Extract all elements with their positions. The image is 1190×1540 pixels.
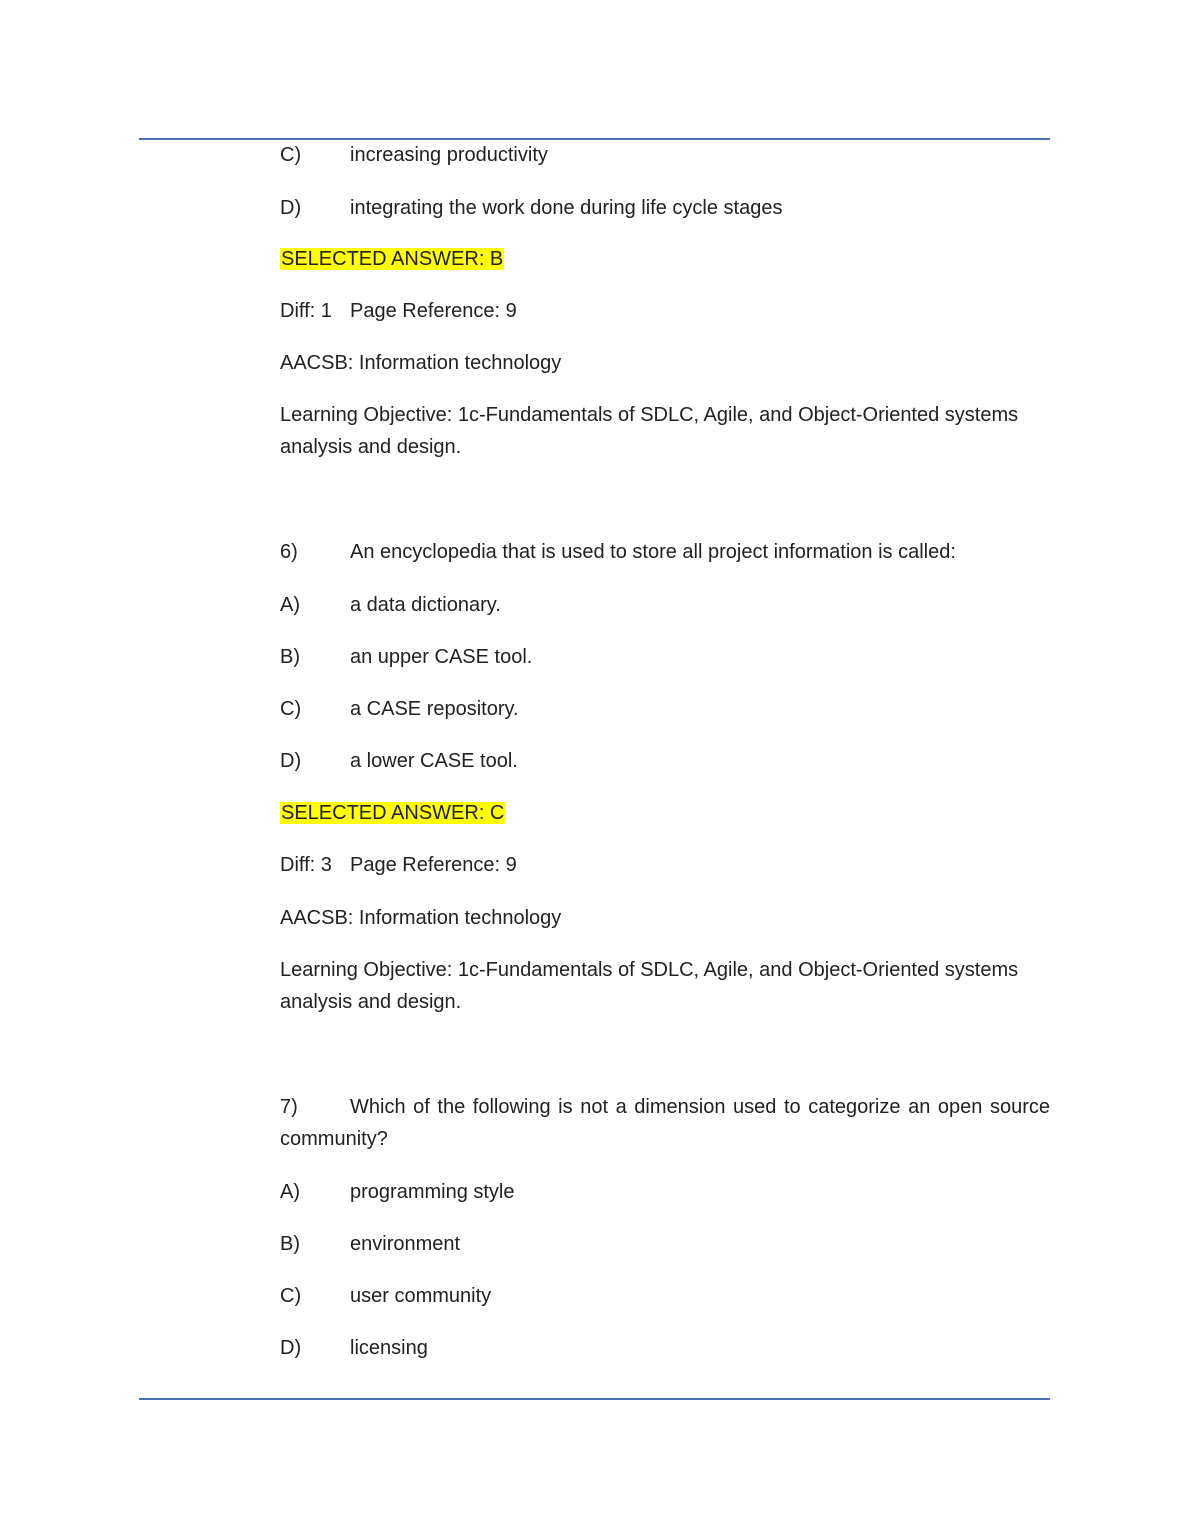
question-7: 7) Which of the following is not a dimension used to categorize an open source community?	[280, 1096, 1050, 1150]
q6-option-b: B) an upper CASE tool.	[280, 646, 533, 668]
q7-option-c: C) user community	[280, 1285, 492, 1307]
q6-difficulty-line: Diff: 3 Page Reference: 9	[280, 854, 517, 876]
q6-aacsb-line: AACSB: Information technology	[280, 907, 562, 929]
q6-option-c: C) a CASE repository.	[280, 698, 519, 720]
q7-option-b: B) environment	[280, 1233, 461, 1255]
selected-answer-highlight: SELECTED ANSWER: B	[281, 248, 504, 270]
learning-objective: Learning Objective: 1c-Fundamentals of SDLC, Agile, and Object-Oriented systems analysis and design.	[280, 404, 1019, 458]
q6-option-d: D) a lower CASE tool.	[280, 750, 518, 772]
option-c: C) increasing productivity	[280, 144, 548, 166]
selected-answer-highlight: SELECTED ANSWER: C	[281, 802, 505, 824]
q7-option-a: A) programming style	[280, 1181, 515, 1203]
q7-option-d: D) licensing	[280, 1337, 428, 1359]
q6-selected-answer	[280, 797, 1050, 829]
aacsb-line: AACSB: Information technology	[280, 352, 562, 374]
option-d: D) integrating the work done during life cycle stages	[280, 197, 783, 219]
q6-option-a: A) a data dictionary.	[280, 594, 501, 616]
question-6: 6) An encyclopedia that is used to store all project information is called:	[280, 541, 956, 563]
footer-rule	[139, 1398, 1050, 1400]
q6-learning-objective: Learning Objective: 1c-Fundamentals of SDLC, Agile, and Object-Oriented systems analysis and design.	[280, 959, 1019, 1013]
difficulty-line: Diff: 1 Page Reference: 9	[280, 300, 517, 322]
selected-answer	[280, 243, 1050, 275]
